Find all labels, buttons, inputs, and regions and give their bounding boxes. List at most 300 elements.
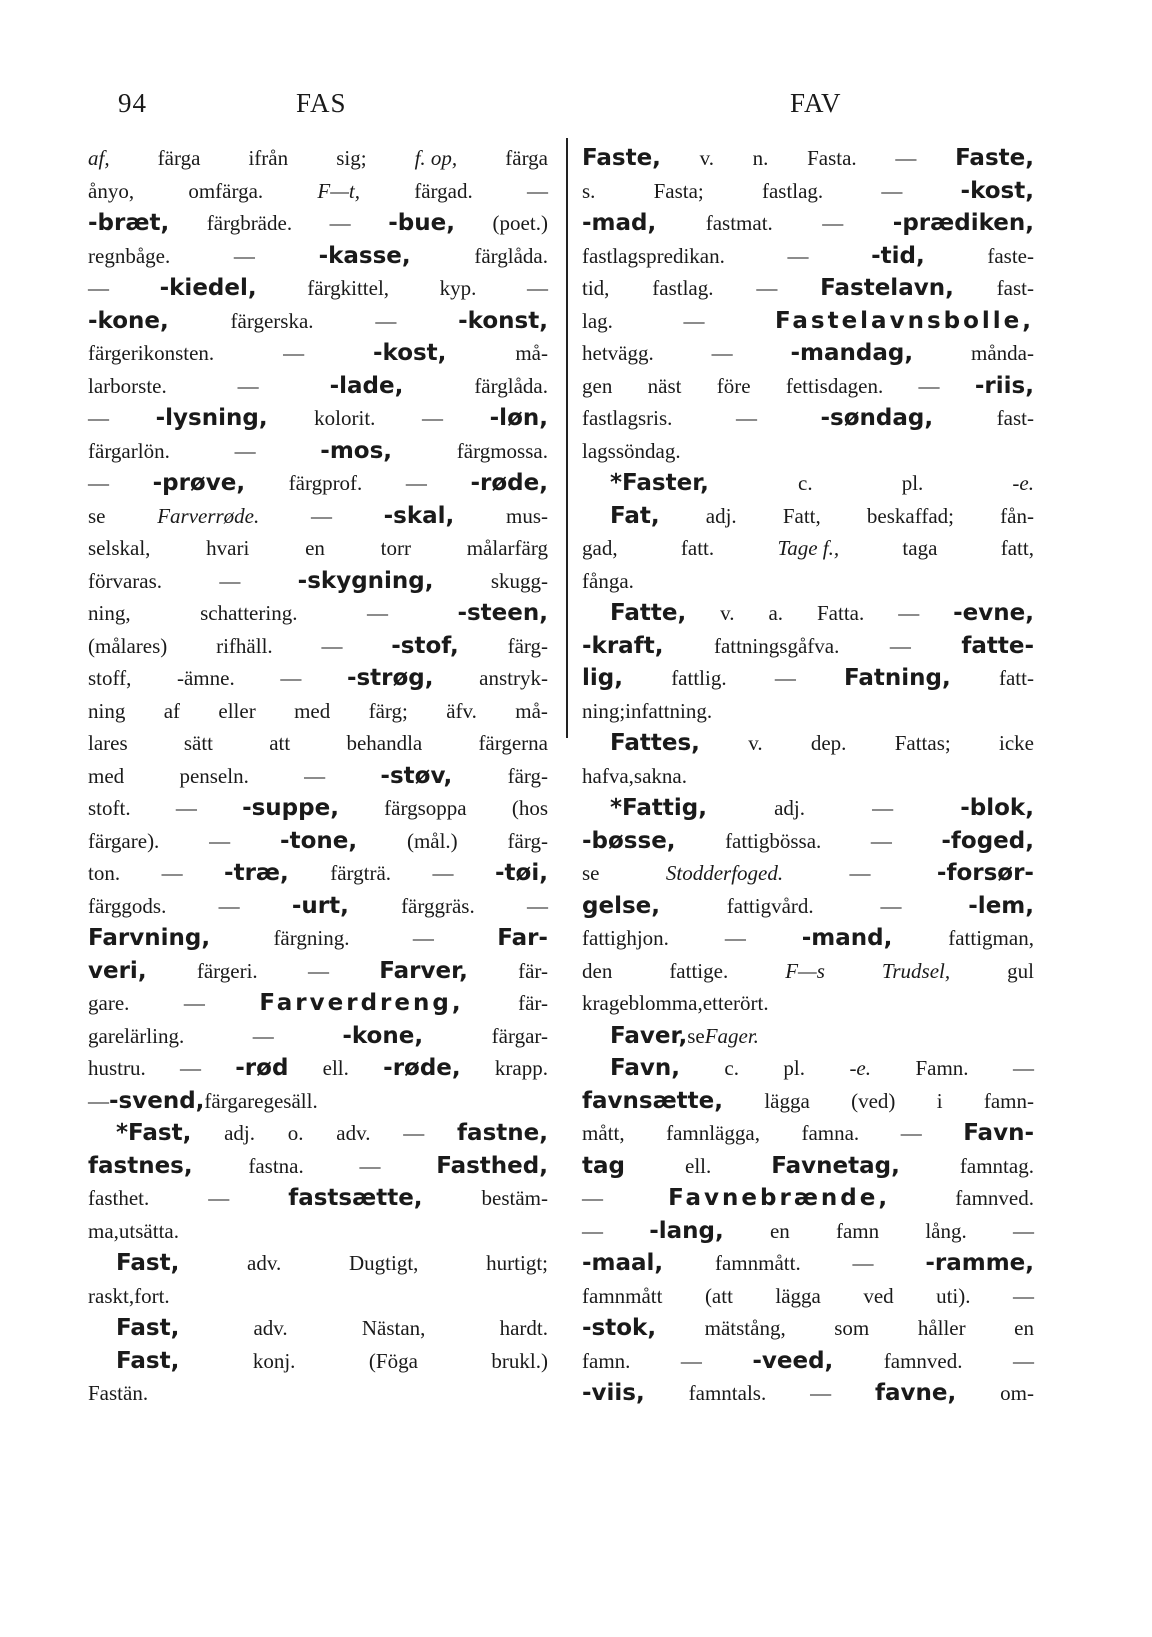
- word: pl.: [783, 1056, 806, 1080]
- word: -kraft,: [582, 632, 664, 659]
- word: —: [412, 926, 434, 950]
- word: se: [88, 503, 106, 528]
- word: hetvägg.: [582, 341, 654, 365]
- word: månda-: [971, 341, 1034, 365]
- word: -kone,: [342, 1022, 424, 1049]
- word: —: [849, 861, 871, 885]
- word: Stodderfoged.: [665, 861, 784, 885]
- word: (Föga: [368, 1348, 418, 1373]
- text-line: [88, 1247, 548, 1280]
- word: ma,: [88, 1218, 119, 1243]
- word: *Faster,: [610, 470, 709, 496]
- word: färgsoppa: [384, 796, 467, 820]
- word: famnmått: [582, 1283, 663, 1308]
- word: favnsætte,: [582, 1087, 724, 1114]
- word: (hos: [511, 796, 548, 820]
- word: sätt: [183, 731, 214, 755]
- page-number: 94: [118, 88, 147, 118]
- word: -mandag,: [790, 340, 914, 366]
- word: adv.: [247, 1251, 282, 1275]
- word: Fager.: [704, 1023, 759, 1048]
- text-line: [88, 857, 548, 890]
- text-line: [88, 500, 548, 533]
- word: fatt-: [998, 666, 1034, 690]
- word: -lysning,: [155, 405, 268, 431]
- text-line: [88, 240, 548, 273]
- word: Fast,: [116, 1250, 180, 1276]
- word: (ved): [851, 1088, 896, 1113]
- word: fastsætte,: [288, 1185, 423, 1211]
- word: ell.: [685, 1153, 712, 1178]
- word: famnlägga,: [666, 1121, 760, 1145]
- word: -e.: [849, 1056, 872, 1080]
- text-line: [582, 240, 1034, 273]
- word: ton.: [88, 861, 121, 885]
- left-guide-word: FAS: [296, 88, 347, 118]
- word: —: [526, 893, 548, 918]
- word: -blok,: [960, 795, 1034, 821]
- word: -ramme,: [925, 1250, 1034, 1276]
- word: selskal,: [88, 536, 151, 560]
- word: eller: [218, 698, 256, 723]
- word: —: [88, 406, 109, 430]
- word: fattlig.: [671, 666, 727, 690]
- word: Fatt,: [782, 503, 821, 528]
- word: fär-: [518, 991, 548, 1015]
- text-line: [88, 695, 548, 728]
- word: famna.: [801, 1121, 860, 1145]
- word: se: [687, 1023, 705, 1048]
- word: färgmossa.: [456, 438, 548, 463]
- word: -strøg,: [346, 665, 434, 691]
- word: äfv.: [446, 698, 477, 723]
- word: -kasse,: [318, 242, 411, 269]
- word: -evne,: [953, 600, 1034, 626]
- word: krapp.: [494, 1056, 548, 1080]
- word: -kone,: [88, 307, 169, 334]
- word: Fasthed,: [436, 1152, 548, 1179]
- text-line: [88, 467, 548, 500]
- text-line: [88, 630, 548, 663]
- word: —: [1012, 1218, 1034, 1243]
- text-line: [582, 532, 1034, 565]
- text-line: [88, 337, 548, 370]
- text-line: [88, 1052, 548, 1085]
- word: fattigbössa.: [725, 828, 822, 853]
- word: —: [900, 1121, 922, 1145]
- word: färga: [505, 146, 548, 170]
- word: ifrån: [248, 146, 289, 170]
- word: torr: [380, 536, 411, 560]
- word: o.: [287, 1121, 304, 1145]
- word: s.: [582, 178, 596, 203]
- word: Farverrøde.: [157, 503, 260, 528]
- text-line: [88, 305, 548, 338]
- word: Fast,: [116, 1315, 180, 1341]
- word: må-: [515, 341, 548, 365]
- word: kyp.: [439, 276, 477, 300]
- word: c.: [724, 1056, 739, 1080]
- word: —: [208, 1186, 230, 1210]
- word: ell.: [322, 1056, 349, 1080]
- word: -prøve,: [152, 470, 246, 496]
- text-line: [582, 1377, 1034, 1410]
- word: Farvning,: [88, 925, 211, 951]
- word: —: [88, 276, 109, 300]
- word: fär-: [518, 958, 548, 983]
- text-line: [582, 597, 1034, 630]
- word: —: [810, 1381, 832, 1405]
- word: -riis,: [974, 372, 1034, 399]
- word: -stof,: [391, 632, 459, 659]
- word: -urt,: [291, 892, 349, 919]
- word: —: [880, 893, 902, 918]
- word: fånga.: [582, 568, 634, 593]
- word: Nästan,: [361, 1316, 426, 1340]
- word: -mad,: [582, 210, 657, 236]
- text-line: [582, 760, 1034, 793]
- word: färg-: [507, 763, 548, 788]
- word: fattighjon.: [582, 926, 669, 950]
- word: -viis,: [582, 1380, 645, 1406]
- word: —: [233, 243, 255, 268]
- word: Faste,: [955, 145, 1034, 171]
- word: —: [161, 861, 183, 885]
- word: stoft.: [88, 796, 131, 820]
- word: —: [774, 666, 796, 690]
- word: stoff,: [88, 666, 132, 690]
- word: —: [822, 211, 844, 235]
- word: tag: [582, 1152, 625, 1179]
- word: -veed,: [752, 1347, 834, 1374]
- text-line: [88, 142, 548, 175]
- word: -støv,: [380, 762, 453, 789]
- word: uti).: [936, 1283, 971, 1308]
- word: fastlag.: [761, 178, 824, 203]
- word: färgarlön.: [88, 438, 170, 463]
- word: adj.: [774, 796, 806, 820]
- word: —: [870, 828, 892, 853]
- text-line: [88, 207, 548, 240]
- word: se: [582, 861, 600, 885]
- word: lägga: [775, 1283, 821, 1308]
- word: -foged,: [941, 827, 1034, 854]
- word: famntag.: [959, 1153, 1034, 1178]
- word: garelärling.: [88, 1023, 185, 1048]
- word: konj.: [252, 1348, 296, 1373]
- word: adj.: [224, 1121, 256, 1145]
- word: utsätta.: [118, 1218, 179, 1243]
- word: famnved.: [955, 1186, 1034, 1210]
- text-line: [88, 955, 548, 988]
- word: raskt,: [88, 1283, 135, 1308]
- text-line: [88, 825, 548, 858]
- word: -træ,: [224, 860, 289, 886]
- word: färgprof.: [288, 471, 363, 495]
- text-line: [88, 727, 548, 760]
- word: Farverdreng,: [259, 990, 464, 1016]
- word: en: [1014, 1316, 1034, 1340]
- word: behandla: [346, 731, 423, 755]
- word: penseln.: [179, 763, 249, 788]
- word: -lang,: [649, 1217, 724, 1244]
- word: Fatta.: [817, 601, 865, 625]
- word: (poet.): [492, 211, 548, 235]
- text-line: [88, 662, 548, 695]
- word: —: [1012, 1348, 1034, 1373]
- word: gen: [582, 373, 613, 398]
- text-line: [582, 1312, 1034, 1345]
- word: a.: [768, 601, 784, 625]
- word: -mos,: [320, 437, 393, 464]
- word: favne,: [875, 1380, 957, 1406]
- text-line: [582, 1345, 1034, 1378]
- word: -tøi,: [495, 860, 548, 886]
- word: rifhäll.: [216, 633, 273, 658]
- text-line: [582, 1182, 1034, 1215]
- text-line: [582, 402, 1034, 435]
- word: famntals.: [688, 1381, 767, 1405]
- word: lägga: [764, 1088, 810, 1113]
- text-line: [88, 1280, 548, 1313]
- word: -søndag,: [820, 405, 934, 431]
- word: —: [359, 1153, 381, 1178]
- text-line: [582, 337, 1034, 370]
- text-line: [582, 370, 1034, 403]
- word: -røde,: [383, 1055, 461, 1081]
- word: färggräs.: [401, 893, 475, 918]
- word: fast-: [996, 276, 1034, 300]
- word: Fast,: [116, 1347, 180, 1374]
- text-line: [88, 435, 548, 468]
- word: Tage f.,: [777, 536, 840, 560]
- word: Fastelavn,: [820, 275, 954, 301]
- word: —: [735, 406, 757, 430]
- word: —: [432, 861, 454, 885]
- word: —: [526, 276, 548, 300]
- text-line: [88, 1312, 548, 1345]
- text-line: [582, 175, 1034, 208]
- word: -rød: [235, 1055, 289, 1081]
- word: färgträ.: [330, 861, 392, 885]
- text-line: [88, 1117, 548, 1150]
- text-line: [582, 500, 1034, 533]
- word: fastna.: [248, 1153, 304, 1178]
- word: -bøsse,: [582, 827, 676, 854]
- word: -røde,: [470, 470, 548, 496]
- word: färgaregesäll.: [204, 1088, 318, 1113]
- word: färgerikonsten.: [88, 341, 215, 365]
- word: bestäm-: [481, 1186, 548, 1210]
- word: schattering.: [200, 601, 298, 625]
- word: -steen,: [457, 600, 548, 626]
- word: —: [183, 991, 205, 1015]
- right-column: [582, 142, 1034, 1410]
- word: regnbåge.: [88, 243, 171, 268]
- word: —: [180, 1056, 201, 1080]
- word: lång.: [925, 1218, 967, 1243]
- word: v.: [699, 146, 714, 170]
- word: -ämne.: [176, 666, 235, 690]
- word: famn.: [582, 1348, 631, 1373]
- word: -bue,: [388, 210, 455, 236]
- word: kolorit.: [314, 406, 376, 430]
- word: (att: [704, 1283, 733, 1308]
- word: lag.: [582, 308, 613, 333]
- word: —: [175, 796, 197, 820]
- word: Fasta;: [653, 178, 704, 203]
- word: hafva,: [582, 763, 634, 788]
- word: en: [305, 536, 325, 560]
- word: Farver,: [379, 957, 468, 984]
- word: förvaras.: [88, 568, 163, 593]
- word: -forsør-: [936, 860, 1034, 886]
- word: Faver,: [610, 1022, 688, 1049]
- text-line: [88, 532, 548, 565]
- word: mus-: [506, 503, 548, 528]
- left-column: [88, 142, 548, 1410]
- word: Fastelavnsbolle,: [775, 307, 1034, 334]
- word: —: [321, 633, 343, 658]
- word: målarfärg: [466, 536, 548, 560]
- word: fastlagspredikan.: [582, 243, 725, 268]
- text-line: [582, 467, 1034, 500]
- word: gad,: [582, 536, 618, 560]
- text-line: [582, 825, 1034, 858]
- word: -kost,: [960, 177, 1034, 204]
- text-line: [88, 987, 548, 1020]
- text-line: [88, 175, 548, 208]
- word: -bræt,: [88, 210, 170, 236]
- text-line: [582, 922, 1034, 955]
- text-line: [582, 1020, 1034, 1053]
- word: färglåda.: [474, 243, 548, 268]
- word: F—t,: [317, 178, 360, 203]
- word: —: [582, 1218, 603, 1243]
- word: —: [1012, 1056, 1034, 1080]
- word: en: [769, 1218, 790, 1243]
- word: ning,: [88, 601, 131, 625]
- text-line: [582, 987, 1034, 1020]
- word: beskaffad;: [866, 503, 954, 528]
- word: adv.: [336, 1121, 371, 1145]
- word: Fastän.: [88, 1381, 149, 1405]
- word: -e.: [1012, 471, 1034, 495]
- word: (mål.): [406, 828, 458, 853]
- text-line: [582, 1085, 1034, 1118]
- word: gul: [1007, 958, 1034, 983]
- word: —: [918, 373, 940, 398]
- word: med: [294, 698, 331, 723]
- word: fastnes,: [88, 1152, 193, 1179]
- word: ved: [863, 1283, 894, 1308]
- word: -konst,: [458, 307, 548, 334]
- word: adv.: [253, 1316, 288, 1340]
- text-line: [582, 142, 1034, 175]
- word: adj.: [705, 503, 737, 528]
- word: —: [310, 503, 332, 528]
- word: —: [787, 243, 809, 268]
- word: färg-: [507, 828, 548, 853]
- text-line: [582, 272, 1034, 305]
- text-line: [582, 435, 1034, 468]
- word: färgeri.: [196, 958, 258, 983]
- word: fastlagsris.: [582, 406, 673, 430]
- word: färgare).: [88, 828, 160, 853]
- word: färggods.: [88, 893, 167, 918]
- word: —: [218, 893, 240, 918]
- text-line: [582, 662, 1034, 695]
- word: -skal,: [383, 502, 455, 529]
- word: Fattas;: [894, 731, 951, 755]
- word: färgad.: [414, 178, 473, 203]
- word: färgkittel,: [307, 276, 390, 300]
- word: af,: [88, 146, 110, 170]
- word: pl.: [901, 471, 924, 495]
- text-line: [88, 1085, 548, 1118]
- word: famnmått.: [714, 1251, 801, 1275]
- text-line: [582, 727, 1034, 760]
- word: -maal,: [582, 1250, 664, 1276]
- word: —: [88, 471, 109, 495]
- text-line: [582, 630, 1034, 663]
- word: fort.: [134, 1283, 170, 1308]
- word: —: [889, 633, 911, 658]
- text-line: [88, 1345, 548, 1378]
- word: ånyo,: [88, 178, 135, 203]
- word: fattige.: [669, 958, 729, 983]
- word: fastne,: [457, 1120, 548, 1146]
- word: -lade,: [329, 372, 404, 399]
- word: Dugtigt,: [349, 1251, 419, 1275]
- text-line: [582, 1280, 1034, 1313]
- text-line: [88, 565, 548, 598]
- word: faste-: [987, 243, 1034, 268]
- text-line: [582, 1215, 1034, 1248]
- word: färgning.: [273, 926, 350, 950]
- word: larborste.: [88, 373, 167, 398]
- word: fastlag.: [652, 276, 714, 300]
- text-line: [582, 305, 1034, 338]
- text-line: [582, 207, 1034, 240]
- word: Favn,: [610, 1055, 680, 1081]
- word: Fasta.: [807, 146, 857, 170]
- word: veri,: [88, 957, 147, 984]
- word: (målares): [88, 633, 168, 658]
- word: -svend,: [109, 1087, 205, 1114]
- word: hurtigt;: [486, 1251, 548, 1275]
- word: den: [582, 958, 613, 983]
- word: som: [834, 1316, 870, 1340]
- word: -tid,: [871, 242, 925, 269]
- word: -kiedel,: [159, 275, 257, 301]
- word: n.: [752, 146, 769, 170]
- word: F—s: [785, 958, 825, 983]
- word: näst: [647, 373, 682, 398]
- text-line: [88, 370, 548, 403]
- word: Fat,: [610, 502, 660, 529]
- text-line: [88, 1182, 548, 1215]
- word: —: [88, 1088, 109, 1113]
- text-line: [88, 1020, 548, 1053]
- word: f. op,: [414, 146, 458, 170]
- word: —: [898, 601, 920, 625]
- word: färg-: [507, 633, 548, 658]
- word: famnved.: [883, 1348, 963, 1373]
- word: i: [936, 1088, 943, 1113]
- word: -lem,: [968, 892, 1034, 919]
- word: -suppe,: [242, 795, 339, 821]
